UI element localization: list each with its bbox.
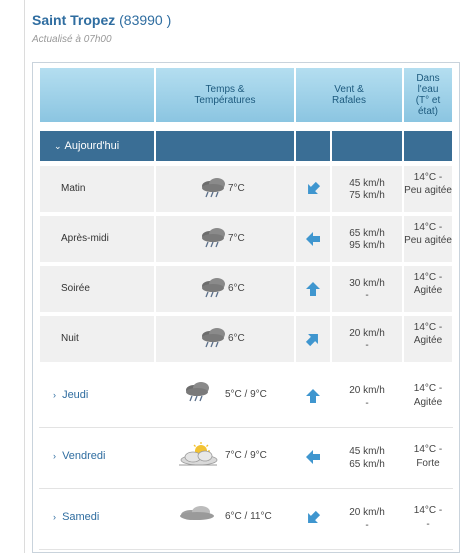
chevron-right-icon: › bbox=[53, 390, 56, 400]
day-name: Vendredi bbox=[62, 450, 106, 462]
day-label[interactable] bbox=[53, 511, 99, 523]
water-state: Peu agitée bbox=[404, 235, 452, 246]
wind-gust: - bbox=[365, 290, 369, 301]
city-title bbox=[32, 12, 171, 28]
period-label: Après-midi bbox=[61, 233, 109, 244]
chevron-right-icon: › bbox=[53, 451, 56, 461]
day-label[interactable] bbox=[53, 450, 106, 462]
arrow-up-right-icon bbox=[304, 330, 322, 348]
update-time: Actualisé à 07h00 bbox=[32, 34, 112, 45]
wind-speed: 65 km/h bbox=[349, 228, 385, 239]
period-label: Matin bbox=[61, 183, 86, 194]
chevron-right-icon: › bbox=[53, 512, 56, 522]
header-cell-wind bbox=[295, 67, 403, 123]
header-cell-blank bbox=[39, 67, 155, 123]
cloud-icon bbox=[177, 503, 217, 528]
today-row-2-label-cell bbox=[39, 265, 155, 313]
arrow-down-left-icon bbox=[304, 180, 322, 198]
water-temperature: 14°C - bbox=[413, 505, 443, 516]
wind-speed: 20 km/h bbox=[349, 328, 385, 339]
wind-gust: 75 km/h bbox=[349, 190, 385, 201]
sun-cloud-icon bbox=[177, 442, 219, 473]
wind-gust: 65 km/h bbox=[349, 459, 385, 470]
today-toggle[interactable] bbox=[39, 130, 155, 162]
water-state: Agitée bbox=[413, 397, 443, 408]
today-bar-water bbox=[403, 130, 453, 162]
postal-code: (83990 ) bbox=[119, 12, 172, 28]
water-temperature: 14°C - bbox=[413, 444, 443, 455]
water-state: - bbox=[426, 519, 430, 530]
water-state: Peu agitée bbox=[404, 185, 452, 196]
arrow-left-icon bbox=[304, 448, 322, 466]
today-bar-arrow bbox=[295, 130, 331, 162]
water-temperature: 14°C - bbox=[413, 272, 443, 283]
period-temperature: 7°C bbox=[228, 233, 245, 244]
period-label: Soirée bbox=[61, 283, 90, 294]
day-name: Jeudi bbox=[62, 389, 89, 401]
day-temperature: 7°C / 9°C bbox=[225, 450, 267, 461]
rain-cloud-icon bbox=[199, 327, 229, 354]
today-bar-wind bbox=[331, 130, 403, 162]
period-label: Nuit bbox=[61, 333, 79, 344]
arrow-left-icon bbox=[304, 230, 322, 248]
city-name: Saint Tropez bbox=[32, 12, 116, 28]
day-separator bbox=[39, 488, 453, 489]
today-label-wrap bbox=[54, 140, 119, 152]
water-temperature: 14°C - bbox=[413, 222, 443, 233]
today-row-3-label-cell bbox=[39, 315, 155, 363]
wind-speed: 45 km/h bbox=[349, 446, 385, 457]
rain-cloud-icon bbox=[199, 227, 229, 254]
wind-gust: - bbox=[365, 340, 369, 351]
header-weather-label: Temps & Températures bbox=[194, 84, 256, 106]
water-state: Forte bbox=[416, 458, 440, 469]
day-temperature: 5°C / 9°C bbox=[225, 389, 267, 400]
water-temperature: 14°C - bbox=[413, 322, 443, 333]
wind-speed: 30 km/h bbox=[349, 278, 385, 289]
header-water-label: Dans l'eau (T° et état) bbox=[415, 73, 441, 117]
wind-gust: - bbox=[365, 398, 369, 409]
arrow-up-icon bbox=[304, 280, 322, 298]
period-temperature: 6°C bbox=[228, 333, 245, 344]
rain-cloud-icon bbox=[199, 177, 229, 204]
rain-cloud-icon bbox=[183, 381, 213, 408]
period-temperature: 7°C bbox=[228, 183, 245, 194]
water-temperature: 14°C - bbox=[413, 383, 443, 394]
wind-gust: - bbox=[365, 520, 369, 531]
location-header bbox=[32, 12, 171, 30]
header-cell-weather bbox=[155, 67, 295, 123]
forecast-table bbox=[32, 62, 460, 553]
water-state: Agitée bbox=[413, 285, 443, 296]
day-label[interactable] bbox=[53, 389, 88, 401]
day-temperature: 6°C / 11°C bbox=[225, 511, 272, 522]
header-cell-water bbox=[403, 67, 453, 123]
wind-gust: 95 km/h bbox=[349, 240, 385, 251]
chevron-down-icon: ⌄ bbox=[54, 141, 62, 151]
arrow-up-icon bbox=[304, 387, 322, 405]
day-separator bbox=[39, 549, 453, 550]
today-bar-weather bbox=[155, 130, 295, 162]
period-temperature: 6°C bbox=[228, 283, 245, 294]
today-row-0-label-cell bbox=[39, 165, 155, 213]
water-temperature: 14°C - bbox=[413, 172, 443, 183]
day-name: Samedi bbox=[62, 511, 100, 523]
wind-speed: 20 km/h bbox=[349, 507, 385, 518]
arrow-down-left-icon bbox=[304, 509, 322, 527]
water-state: Agitée bbox=[413, 335, 443, 346]
today-label: Aujourd'hui bbox=[64, 140, 120, 152]
wind-speed: 45 km/h bbox=[349, 178, 385, 189]
wind-speed: 20 km/h bbox=[349, 385, 385, 396]
rain-cloud-icon bbox=[199, 277, 229, 304]
header-wind-label: Vent & Rafales bbox=[332, 84, 366, 106]
day-separator bbox=[39, 427, 453, 428]
